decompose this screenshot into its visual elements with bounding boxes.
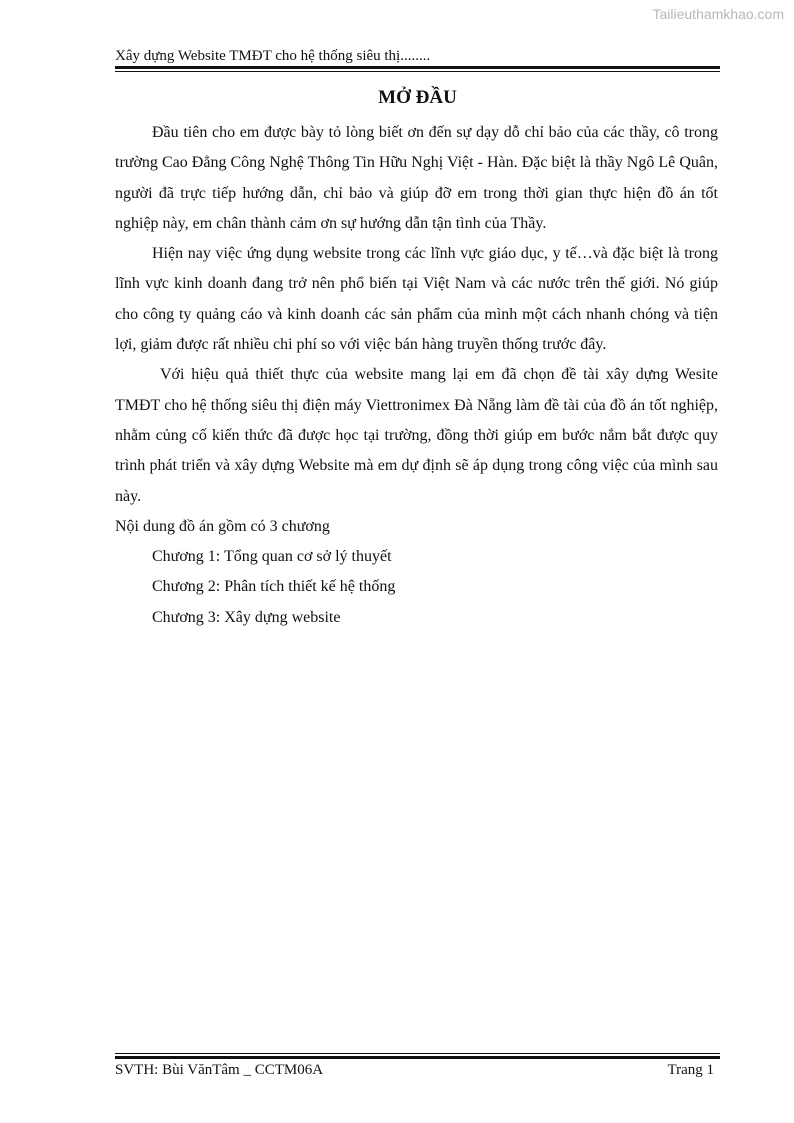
page-footer [115,1060,714,1080]
page-number: Trang 1 [667,1062,714,1078]
paragraph-acknowledgement: Đầu tiên cho em được bày tỏ lòng biết ơn đến sự dạy dỗ chỉ bảo của các thầy, cô trong trường Cao Đẳng Công Nghệ Thông Tin Hữu Nghị Việt - Hàn. Đặc biệt là thầy Ngô Lê Quân, người đã trực tiếp hướng dẫn, chỉ bảo và giúp đỡ em trong thời gian thực hiện đồ án tốt nghiệp này, em chân thành cảm ơn sự hướng dẫn tận tình của Thầy. [115,124,718,232]
watermark: Tailieuthamkhao.com [652,6,784,22]
chapter-item: Chương 1: Tổng quan cơ sở lý thuyết [152,548,392,566]
document-body [115,118,718,633]
contents-intro: Nội dung đồ án gồm có 3 chương [115,517,330,535]
chapter-item: Chương 2: Phân tích thiết kế hệ thống [152,578,396,596]
footer-rule-thin [115,1053,720,1054]
footer-rule-thick [115,1056,720,1059]
paragraph-topic: Với hiệu quả thiết thực của website mang lại em đã chọn đề tài xây dựng Wesite TMĐT cho hệ thống siêu thị điện máy Viettronimex Đà Nẵng làm đề tài của đồ án tốt nghiệp, nhằm củng cố kiến thức đã được học tại trường, đồng thời giúp em bước nắm bắt được quy trình phát triển và xây dựng Website mà em dự định sẽ áp dụng trong công việc của mình sau này. [115,366,718,505]
page-header: Xây dựng Website TMĐT cho hệ thống siêu thị........ [115,48,431,64]
header-rule-thin [115,71,720,72]
paragraph-context: Hiện nay việc ứng dụng website trong các lĩnh vực giáo dục, y tế…và đặc biệt là trong lĩnh vực kinh doanh đang trở nên phổ biến tại Việt Nam và các nước trên thế giới. Nó giúp cho công ty quảng cáo và kinh doanh các sản phẩm của mình một cách nhanh chóng và tiện lợi, giảm được rất nhiều chi phí so với việc bán hàng truyền thống trước đây. [115,245,718,354]
chapter-item: Chương 3: Xây dựng website [152,608,341,626]
header-rule-thick [115,66,720,69]
page-title: MỞ ĐẦU [378,87,457,108]
footer-author: SVTH: Bùi VănTâm _ CCTM06A [115,1062,324,1078]
